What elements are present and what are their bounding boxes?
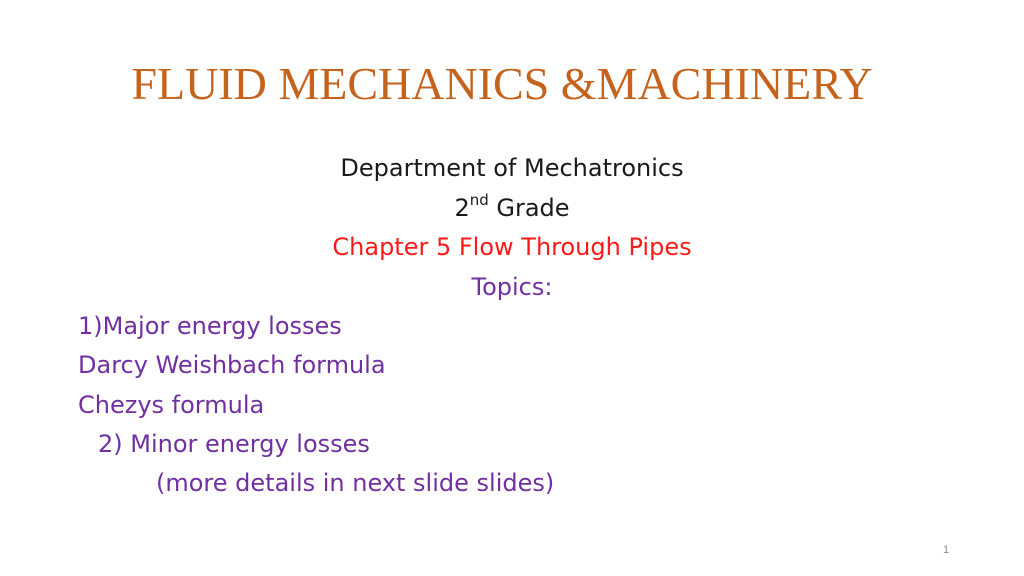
- grade-line: [0, 192, 1024, 224]
- topic-chezys-formula: Chezys formula: [78, 391, 265, 419]
- topic-minor-energy-losses: 2) Minor energy losses: [98, 430, 370, 458]
- page-number: 1: [942, 544, 950, 556]
- grade-number: 2: [454, 194, 470, 222]
- chapter-line: Chapter 5 Flow Through Pipes: [332, 233, 692, 261]
- topic-major-energy-losses: 1)Major energy losses: [78, 312, 342, 340]
- grade-label: Grade: [488, 194, 570, 222]
- slide-title: FLUID MECHANICS &MACHINERY: [131, 58, 873, 109]
- topic-darcy-weisbach: Darcy Weishbach formula: [78, 351, 386, 379]
- grade-suffix: nd: [469, 191, 489, 209]
- topics-heading: Topics:: [471, 273, 553, 301]
- topic-more-details-note: (more details in next slide slides): [156, 469, 555, 497]
- department-line: Department of Mechatronics: [340, 154, 684, 182]
